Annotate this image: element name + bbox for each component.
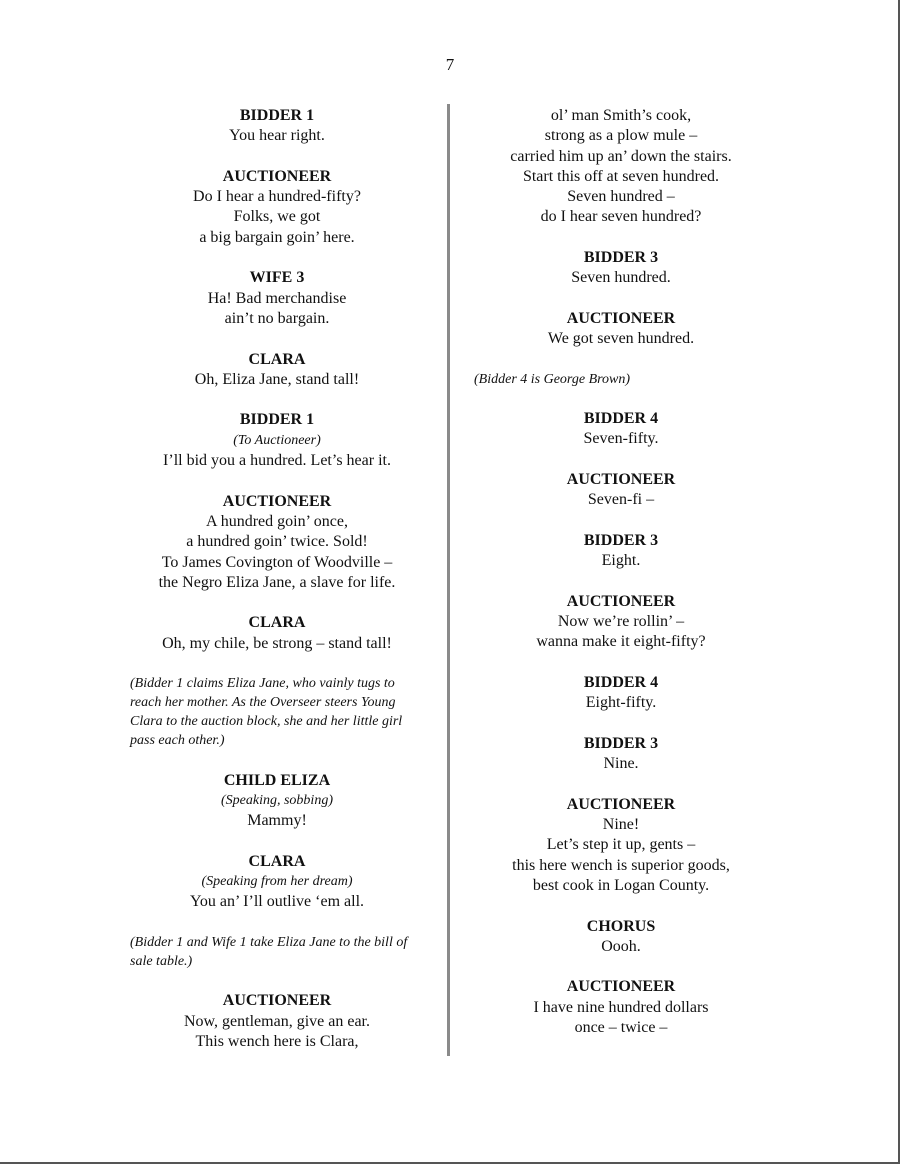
dialogue-line: Ha! Bad merchandise xyxy=(207,289,347,307)
dialogue-block xyxy=(130,410,424,471)
dialogue-block xyxy=(474,592,768,653)
dialogue-block xyxy=(474,470,768,511)
dialogue-line: You hear right. xyxy=(229,127,325,145)
dialogue-line: I have nine hundred dollars xyxy=(533,998,709,1016)
dialogue-block xyxy=(130,991,424,1052)
dialogue-line: a big bargain goin’ here. xyxy=(199,228,355,246)
dialogue-line: To James Covington of Woodville – xyxy=(161,553,393,571)
dialogue-line: carried him up an’ down the stairs. xyxy=(510,147,732,165)
speaker-name: BIDDER 1 xyxy=(239,411,315,429)
dialogue-block xyxy=(474,977,768,1038)
dialogue-line: Oooh. xyxy=(601,937,641,955)
parenthetical-direction: (Speaking from her dream) xyxy=(201,874,353,890)
dialogue-block xyxy=(130,268,424,329)
dialogue-line: I’ll bid you a hundred. Let’s hear it. xyxy=(163,452,391,470)
dialogue-line: Eight. xyxy=(601,552,641,570)
parenthetical-direction: (Speaking, sobbing) xyxy=(221,792,333,808)
dialogue-block xyxy=(130,613,424,654)
dialogue-block xyxy=(474,309,768,350)
dialogue-block xyxy=(130,167,424,248)
dialogue-block xyxy=(130,852,424,913)
dialogue-line: Now, gentleman, give an ear. xyxy=(183,1012,370,1030)
speaker-name: CLARA xyxy=(248,852,306,870)
speaker-name: BIDDER 4 xyxy=(583,674,659,692)
speaker-name: CLARA xyxy=(248,350,306,368)
dialogue-line: the Negro Eliza Jane, a slave for life. xyxy=(158,573,396,591)
dialogue-line: a hundred goin’ twice. Sold! xyxy=(186,533,368,551)
dialogue-block xyxy=(474,248,768,289)
dialogue-line: Seven hundred. xyxy=(571,269,671,287)
stage-direction: (Bidder 1 and Wife 1 take Eliza Jane to the bill of sale table.) xyxy=(130,934,408,969)
dialogue-block xyxy=(474,531,768,572)
dialogue-line: A hundred goin’ once, xyxy=(206,512,348,530)
dialogue-block xyxy=(474,917,768,958)
dialogue-line: Nine! xyxy=(602,816,640,834)
dialogue-line: ol’ man Smith’s cook, xyxy=(550,107,692,124)
speaker-name: BIDDER 3 xyxy=(583,734,659,752)
speaker-name: AUCTIONEER xyxy=(222,492,332,510)
speaker-name: CHORUS xyxy=(586,917,656,935)
dialogue-block xyxy=(474,409,768,450)
speaker-name: BIDDER 1 xyxy=(239,107,315,124)
dialogue-block xyxy=(130,350,424,391)
dialogue-line: strong as a plow mule – xyxy=(544,127,698,145)
dialogue-line: once – twice – xyxy=(574,1019,668,1037)
dialogue-line: You an’ I’ll outlive ‘em all. xyxy=(189,893,365,911)
speaker-name: CHILD ELIZA xyxy=(223,771,331,789)
speaker-name: AUCTIONEER xyxy=(566,592,676,610)
dialogue-line: Seven hundred – xyxy=(567,188,675,206)
dialogue-block xyxy=(130,771,424,832)
dialogue-line: ain’t no bargain. xyxy=(224,309,330,327)
dialogue-block xyxy=(130,106,424,147)
dialogue-line: Folks, we got xyxy=(233,208,321,226)
dialogue-line: Seven-fi – xyxy=(587,491,655,509)
dialogue-line: Oh, my chile, be strong – stand tall! xyxy=(162,634,392,652)
speaker-name: AUCTIONEER xyxy=(566,978,676,996)
dialogue-line: wanna make it eight-fifty? xyxy=(536,633,706,651)
dialogue-block xyxy=(474,734,768,775)
speaker-name: BIDDER 3 xyxy=(583,249,659,267)
dialogue-line: Nine. xyxy=(603,755,639,773)
script-column-right xyxy=(474,106,768,1059)
speaker-name: AUCTIONEER xyxy=(566,795,676,813)
dialogue-block xyxy=(130,492,424,593)
dialogue-line: best cook in Logan County. xyxy=(532,876,710,894)
dialogue-line: Start this off at seven hundred. xyxy=(522,167,720,185)
dialogue-line: Eight-fifty. xyxy=(585,694,657,712)
dialogue-line: Now we’re rollin’ – xyxy=(557,613,685,631)
column-divider xyxy=(447,104,450,1056)
speaker-name: AUCTIONEER xyxy=(222,992,332,1010)
dialogue-line: do I hear seven hundred? xyxy=(540,208,702,226)
speaker-name: AUCTIONEER xyxy=(222,167,332,185)
speaker-name: CLARA xyxy=(248,614,306,632)
dialogue-line: This wench here is Clara, xyxy=(195,1032,359,1050)
dialogue-line: Do I hear a hundred-fifty? xyxy=(193,188,361,206)
stage-direction: (Bidder 1 claims Eliza Jane, who vainly tugs to reach her mother. As the Overseer steers Young Clara to the auction block, she and her little girl pass each other.) xyxy=(130,676,403,749)
parenthetical-direction: (To Auctioneer) xyxy=(233,432,321,448)
page-number: 7 xyxy=(445,55,455,74)
speaker-name: BIDDER 3 xyxy=(583,531,659,549)
dialogue-block xyxy=(474,673,768,714)
dialogue-line: Oh, Eliza Jane, stand tall! xyxy=(194,370,360,388)
speaker-name: AUCTIONEER xyxy=(566,471,676,489)
speaker-name: AUCTIONEER xyxy=(566,309,676,327)
dialogue-line: Seven-fifty. xyxy=(583,430,659,448)
speaker-name: BIDDER 4 xyxy=(583,410,659,428)
stage-direction: (Bidder 4 is George Brown) xyxy=(474,371,631,387)
script-column-left xyxy=(130,106,424,1072)
dialogue-line: Mammy! xyxy=(247,812,307,830)
dialogue-block xyxy=(474,106,768,228)
dialogue-block xyxy=(474,795,768,896)
dialogue-line: We got seven hundred. xyxy=(547,330,695,348)
speaker-name: WIFE 3 xyxy=(249,269,305,287)
dialogue-line: Let’s step it up, gents – xyxy=(546,836,696,854)
dialogue-line: this here wench is superior goods, xyxy=(512,856,730,874)
